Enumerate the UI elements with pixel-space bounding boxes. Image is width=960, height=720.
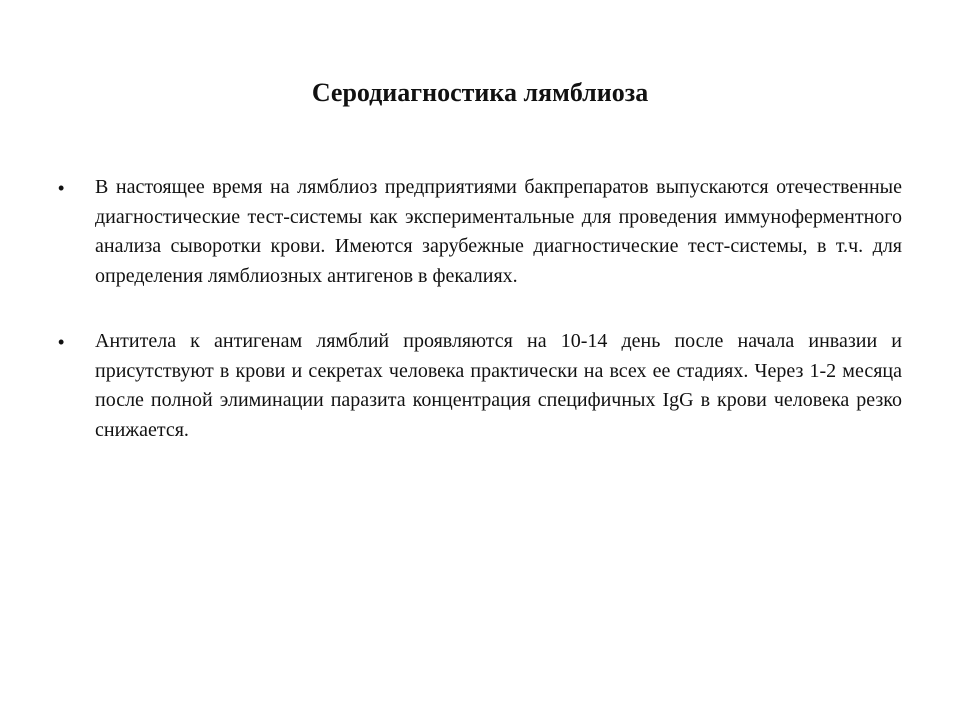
bullet-dot-icon: •	[58, 178, 65, 198]
bullet-dot-icon: •	[58, 332, 65, 352]
bullet-list	[0, 173, 960, 445]
slide-title: Серодиагностика лямблиоза	[311, 78, 649, 107]
bullet-text-1: В настоящее время на лямблиоз предприятиями бакпрепаратов выпускаются отечественные диагностические тест-системы как экспериментальные для проведения иммуноферментного анализа сыворотки крови. Имеются зарубежные диагностические тест-системы, в т.ч. для определения лямблиозных антигенов в фекалиях.	[95, 176, 902, 287]
bullet-item-1	[0, 173, 960, 291]
bullet-text-2: Антитела к антигенам лямблий проявляются на 10-14 день после начала инвазии и присутствуют в крови и секретах человека практически на всех ее стадиях. Через 1-2 месяца после полной элиминации паразита концентрация специфичных IgG в крови человека резко снижается.	[95, 330, 902, 441]
bullet-item-2	[0, 327, 960, 445]
